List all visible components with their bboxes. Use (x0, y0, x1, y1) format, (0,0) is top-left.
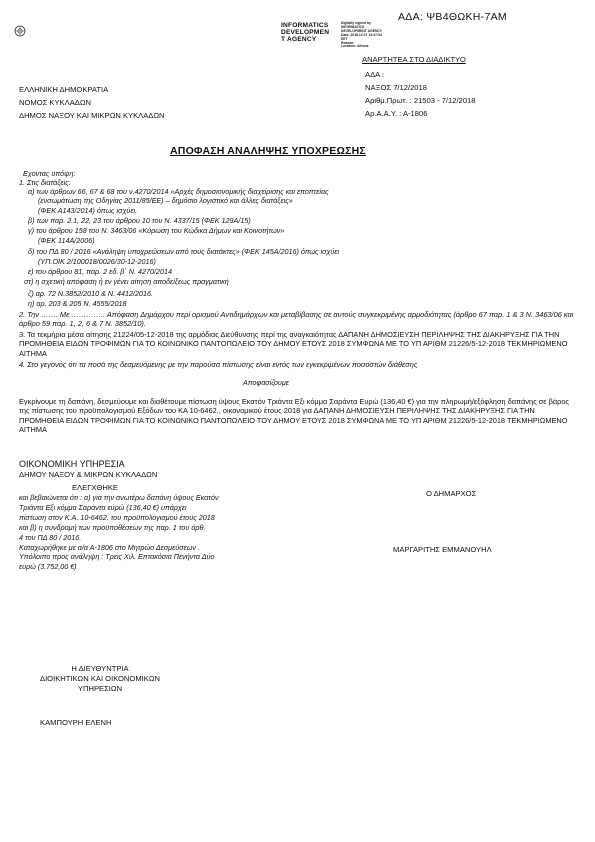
director-line: ΥΠΗΡΕΣΙΩΝ (77, 684, 123, 693)
decide-heading: Αποφασίζουμε (243, 378, 289, 387)
item-1c: γ) του άρθρου 158 του Ν. 3463/06 «Κύρωση του Κώδικα Δήμων και Κοινοτήτων» (28, 226, 285, 235)
stamp-line: Location: Athens (341, 44, 369, 49)
stamp-line: Digitally signed by (341, 21, 371, 25)
place-date: ΝΑΞΟΣ 7/12/2018 (365, 83, 427, 92)
page-title: ΑΠΟΦΑΣΗ ΑΝΑΛΗΨΗΣ ΥΠΟΧΡΕΩΣΗΣ (170, 145, 366, 157)
item-1d-cont: (ΥΠ.ΟΙΚ 2/100018/0026/30-12-2016) (38, 257, 156, 266)
stamp-line: DEVELOPMENT AGENCY (341, 28, 383, 33)
finance-line: ευρώ (3.752,00 €) (19, 562, 77, 572)
finance-line: και βεβαιώνεται ότι : α) για την ανωτέρω δαπάνη ύψους Εκατόν (19, 493, 219, 502)
item-1c-cont: (ΦΕΚ 114Α/2006) (38, 236, 95, 245)
agency-logo-text (281, 22, 329, 43)
logo-line: T AGENCY (281, 36, 317, 43)
item-1e: ε) του άρθρου 81, παρ. 2 εδ. β΄ Ν. 4270/2014 (28, 267, 172, 276)
director-name: ΚΑΜΠΟΥΡΗ ΕΛΕΝΗ (40, 718, 112, 727)
finance-line: Τριάντα Εξι κόμμα Σαράντα ευρώ (136,40 €) υπάρχει (19, 502, 187, 512)
stamp-line: INFORMATICS (341, 24, 365, 29)
item-1b: β) των παρ. 2.1, 22, 23 του άρθρου 10 του Ν. 4337/15 (ΦΕΚ 129Α/15) (28, 216, 251, 225)
finance-municipality: ΔΗΜΟΥ ΝΑΞΟΥ & ΜΙΚΡΩΝ ΚΥΚΛΑΔΩΝ (19, 470, 158, 479)
item-1a-cont2: (ΦΕΚ Α143/2014) όπως ισχύει, (38, 206, 138, 215)
emblem-icon (14, 24, 26, 42)
item-1a: α) των άρθρων 66, 67 & 68 του ν.4270/2014 «Αρχές δημοσιονομικής διαχείρισης και εποπτείας (28, 187, 329, 196)
finance-body (19, 493, 219, 572)
mayor-role: Ο ΔΗΜΑΡΧΟΣ (426, 489, 477, 498)
mayor-name: ΜΑΡΓΑΡΙΤΗΣ ΕΜΜΑΝΟΥΗΛ (393, 545, 492, 554)
decision-text: Εγκρίνουμε τη δαπάνη, δεσμεύουμε και διαθέτουμε πίστωση ύψους Εκατόν Τριάντα Εξι κόμμα Σαράντα Ευρώ (136,40 €) για την πληρωμή/εξόφληση δαπάνης σε βάρος της πίστωσης του προϋπολογισμού Εξόδων του ΚΑ 10-6462., οικονομικού έτους 2018 για ΔΑΠΑΝΗ ΔΗΜΟΣΙΕΥΣΗ ΠΕΡΙΛΗΨΗΣ ΤΗΣ ΔΙΑΚΗΡΥΞΗΣ ΓΙΑ ΤΗΝ ΠΡΟΜΗΘΕΙΑ ΕΙΔΩΝ ΤΡΟΦΙΜΩΝ ΓΙΑ ΤΟ ΚΟΙΝΩΝΙΚΟ ΠΑΝΤΟΠΩΛΕΙΟ ΤΟΥ ΔΗΜΟΥ ΕΤΟΥΣ 2018 ΣΥΜΦΩΝΑ ΜΕ ΤΟ ΥΠ ΑΡΙΘΜ 21226/5-12-2018 ΤΕΚΜΗΡΙΩΜΕΝΟ ΑΙΤΗΜΑ (19, 397, 569, 435)
stamp-line: Reason: (341, 40, 355, 45)
header-left-block (19, 83, 165, 122)
logo-line: INFORMATICS (281, 22, 329, 29)
finance-line: Καταχωρήθηκε με α/α Α-1806 στο Μητρώο Δεσμεύσεων . (19, 542, 200, 552)
stamp-line: Date: 2018.12.07 13:47:54 (341, 32, 382, 37)
header-right-block (365, 68, 476, 120)
intro-text: Εχοντας υπόψη: (23, 169, 76, 178)
item-1z: ζ) αρ. 72 Ν.3852/2010 & Ν. 4412/2016. (28, 289, 154, 298)
director-block (40, 664, 160, 694)
item-4: 4. Στο γεγονός ότι τα ποσά της δεσμευόμενης με την παρούσα πίστωσης είναι εντός των εγκεκριμένων ποσοστών διάθεσης (19, 360, 418, 369)
digital-signature-stamp (341, 22, 382, 49)
item-1d: δ) του ΠΔ 80 / 2016 «Ανάληψη υποχρεώσεων από τους διατάκτες» (ΦΕΚ 145Α/2016) όπως ισχύει (28, 247, 340, 256)
logo-line: DEVELOPMEN (281, 29, 330, 36)
item-1: 1. Στις διατάξεις: (19, 178, 71, 187)
aay-number: Αρ.Α.Α.Υ. : Α-1806 (365, 109, 428, 118)
item-3: 3. Τα τεκμήρια μέσα αίτησης 21224/05-12-2018 της αρμόδιας Διεύθυνσης περί της αναγκαιότητας ΔΑΠΑΝΗ ΔΗΜΟΣΙΕΥΣΗ ΠΕΡΙΛΗΨΗΣ ΤΗΣ ΔΙΑΚΗΡΥΞΗΣ ΓΙΑ ΤΗΝ ΠΡΟΜΗΘΕΙΑ ΕΙΔΩΝ ΤΡΟΦΙΜΩΝ ΓΙΑ ΤΟ ΚΟΙΝΩΝΙΚΟ ΠΑΝΤΟΠΩΛΕΙΟ ΤΟΥ ΔΗΜΟΥ ΕΤΟΥΣ 2018 ΣΥΜΦΩΝΑ ΜΕ ΤΟ ΥΠ ΑΡΙΘΜ 21226/5-12-2018 ΤΕΚΜΗΡΙΩΜΕΝΟ ΑΙΤΗΜΑ (19, 330, 568, 358)
posted-online-label: ΑΝΑΡΤΗΤΕΑ ΣΤΟ ΔΙΑΔΙΚΤΥΟ (362, 55, 466, 64)
ada-label: ΑΔΑ : (365, 70, 385, 79)
prefecture-label: ΝΟΜΟΣ ΚΥΚΛΑΔΩΝ (19, 98, 91, 107)
item-2: 2. Την ……. Με ………….. Απόφαση Δημάρχου περί ορισμού Αντιδημάρχων και μεταβίβασης σε αυτούς συγκεκριμένης αρμοδιότητας (άρθρο 67 παρ. 1 & 3 Ν. 3463/06 και άρθρο 59 παρ. 1, 2, 6 & 7 Ν. 3852/10). (19, 310, 574, 329)
finance-line: πίστωση στον Κ.Α. 10-6462. του προϋπολογισμού έτους 2018 (19, 512, 215, 522)
checked-label: ΕΛΕΓΧΘΗΚΕ (72, 483, 118, 492)
protocol-number: Αριθμ.Πρωτ. : 21503 - 7/12/2018 (365, 96, 476, 105)
ada-header: ΑΔΑ: ΨΒ4ΘΩΚΗ-7ΑΜ (398, 11, 507, 23)
item-1a-cont: (ενσωμάτωση της Οδηγίας 2011/85/ΕΕ) – δημόσιο λογιστικό και άλλες διατάξεις» (38, 196, 293, 205)
item-1st: στ) η σχετική απόφαση ή εν γένει αίτηση αποδείξεως πραγματική (24, 277, 229, 286)
republic-label: ΕΛΛΗΝΙΚΗ ΔΗΜΟΚΡΑΤΙΑ (19, 85, 109, 94)
director-line: ΔΙΟΙΚΗΤΙΚΩΝ ΚΑΙ ΟΙΚΟΝΟΜΙΚΩΝ (40, 674, 160, 683)
finance-line: 4 του ΠΔ 80 / 2016. (19, 532, 82, 542)
finance-line: και β) η συνδρομή των προϋποθέσεων της παρ. 1 του άρθ. (19, 522, 206, 532)
director-line: Η ΔΙΕΥΘΥΝΤΡΙΑ (71, 664, 129, 673)
item-1h: η) αρ. 203 & 205 Ν. 4555/2018 (28, 299, 127, 308)
finance-service-title: ΟΙΚΟΝΟΜΙΚΗ ΥΠΗΡΕΣΙΑ (19, 459, 125, 469)
finance-line: Υπόλοιπο προς ανάληψη : Τρεις Χιλ. Επτακόσια Πενήντα Δύο (19, 552, 215, 562)
stamp-line: EET (341, 36, 348, 41)
municipality-label: ΔΗΜΟΣ ΝΑΞΟΥ ΚΑΙ ΜΙΚΡΩΝ ΚΥΚΛΑΔΩΝ (19, 111, 165, 120)
